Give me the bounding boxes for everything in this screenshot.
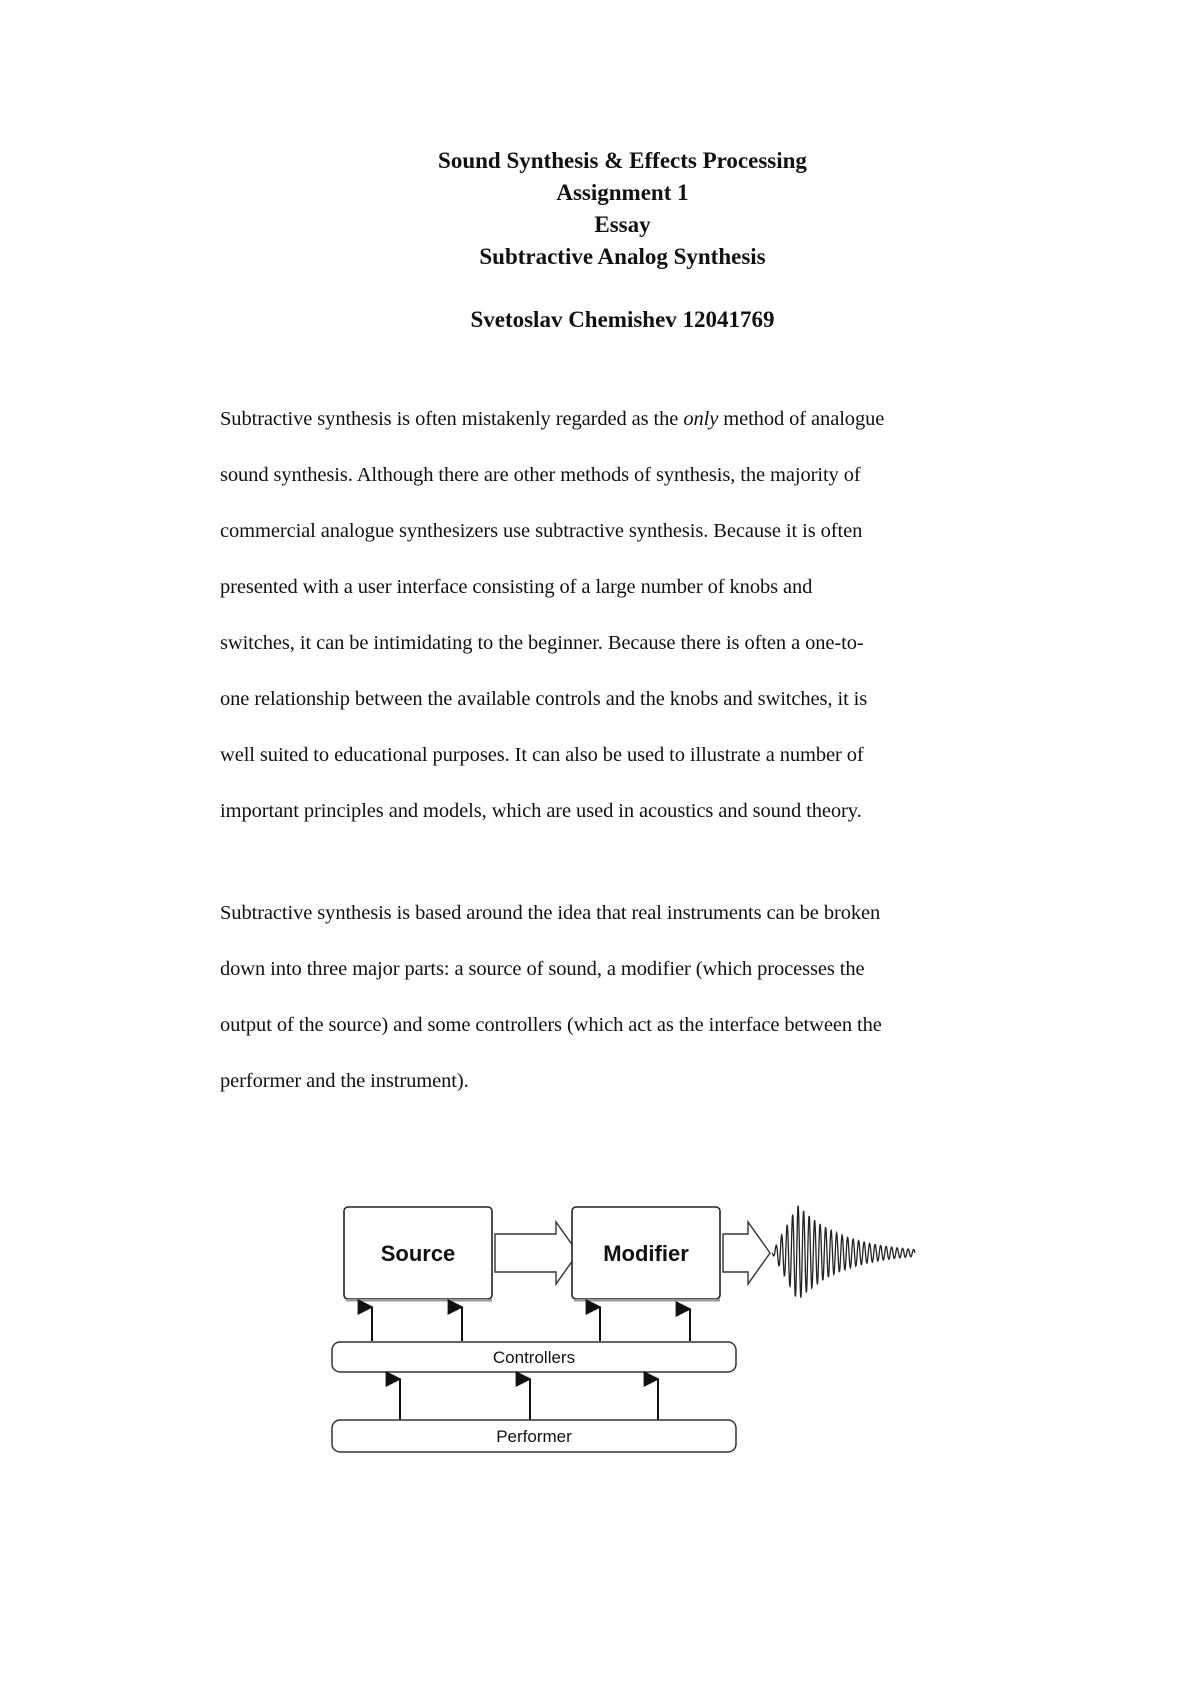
controller-arrows (372, 1307, 690, 1341)
source-box (344, 1207, 492, 1302)
paragraph-line: presented with a user interface consisting of a large number of knobs and (220, 576, 813, 598)
course-title: Sound Synthesis & Effects Processing (438, 148, 807, 173)
synthesis-diagram-svg (320, 1195, 940, 1455)
document-type: Essay (594, 212, 651, 237)
paragraph-line: well suited to educational purposes. It can also be used to illustrate a number of (220, 744, 864, 766)
performer-label: Performer (496, 1427, 572, 1446)
paragraph-1 (220, 391, 1050, 839)
source-label: Source (380, 1241, 456, 1266)
paragraph-line: Subtractive synthesis is based around the idea that real instruments can be broken (220, 902, 881, 924)
modifier-box (572, 1207, 720, 1302)
controllers-label: Controllers (492, 1348, 576, 1367)
paragraph-line: commercial analogue synthesizers use subtractive synthesis. Because it is often (220, 520, 863, 542)
paragraph-line: one relationship between the available controls and the knobs and switches, it is (220, 688, 868, 710)
paragraph-line: output of the source) and some controllers (which act as the interface between the (220, 1014, 882, 1036)
modifier-label: Modifier (603, 1241, 689, 1266)
output-waveform (772, 1206, 915, 1298)
line-text: method of analogue (718, 408, 885, 430)
controllers-bar (332, 1342, 736, 1372)
paragraph-line: down into three major parts: a source of sound, a modifier (which processes the (220, 958, 865, 980)
paragraph-line: performer and the instrument). (220, 1070, 469, 1092)
arrow-source-to-modifier (495, 1222, 578, 1284)
paragraph-line: sound synthesis. Although there are other methods of synthesis, the majority of (220, 464, 861, 486)
title-block (0, 145, 1200, 273)
line-text: Subtractive synthesis is often mistakenly regarded as the (220, 408, 684, 430)
paragraph-line: switches, it can be intimidating to the beginner. Because there is often a one-to- (220, 632, 864, 654)
paragraph-line: important principles and models, which are used in acoustics and sound theory. (220, 800, 862, 822)
performer-bar (332, 1420, 736, 1452)
synthesis-diagram (320, 1195, 940, 1460)
essay-topic: Subtractive Analog Synthesis (479, 244, 766, 269)
performer-arrows (400, 1379, 658, 1420)
author-line: Svetoslav Chemishev 12041769 (470, 307, 775, 332)
assignment-label: Assignment 1 (556, 180, 689, 205)
paragraph-2 (220, 885, 1050, 1109)
emphasis-only: only (683, 408, 719, 430)
arrow-modifier-to-output (723, 1222, 770, 1284)
paragraph-line (220, 391, 1050, 447)
